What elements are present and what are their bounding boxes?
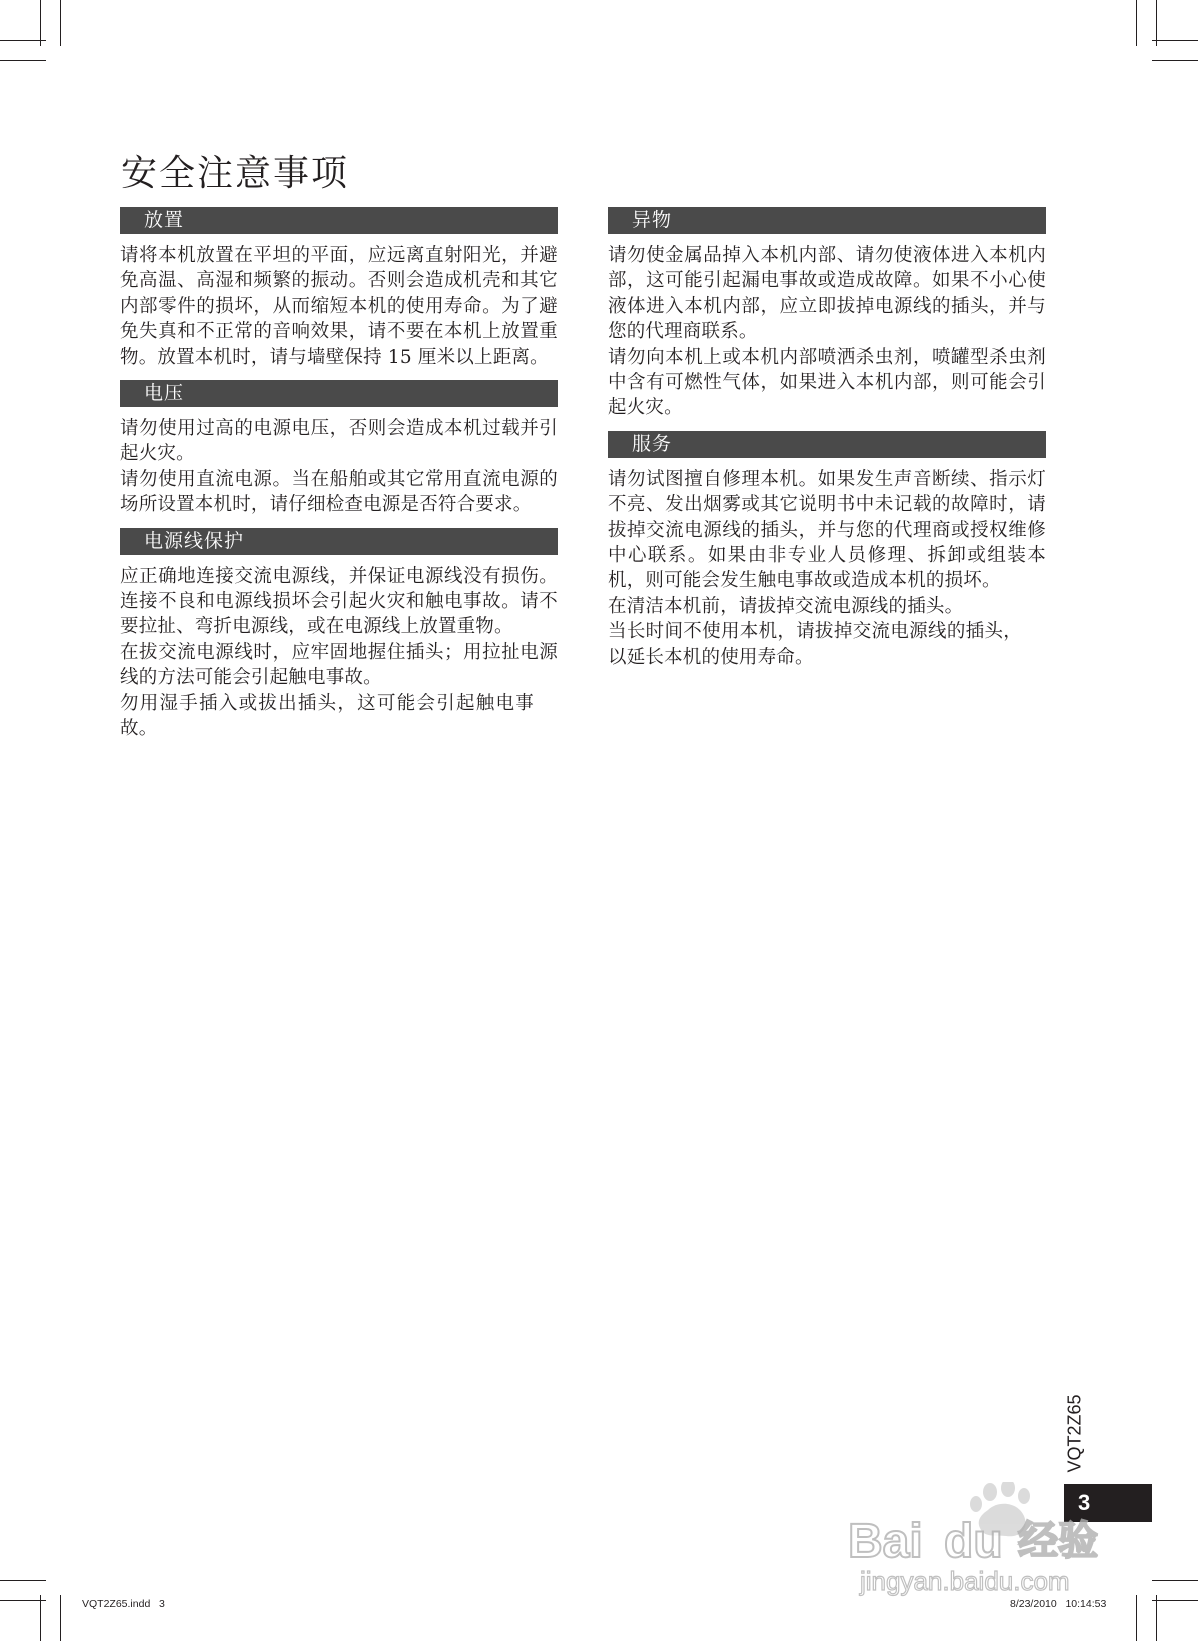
paragraph: 请勿向本机上或本机内部喷洒杀虫剂，喷罐型杀虫剂中含有可燃性气体，如果进入本机内部，则可能会引起火灾。 (608, 346, 1046, 419)
crop-mark (0, 40, 46, 41)
svg-text:jingyan.baidu.com: jingyan.baidu.com (860, 1566, 1070, 1596)
paragraph: 请勿使用过高的电源电压，否则会造成本机过载并引起火灾。 (120, 418, 558, 465)
paragraph: 在拔交流电源线时，应牢固地握住插头；用拉扯电源线的方法可能会引起触电事故。 (120, 641, 558, 689)
crop-mark (1136, 0, 1137, 46)
svg-text:Bai: Bai (848, 1515, 923, 1568)
crop-mark (60, 0, 61, 46)
crop-mark (1136, 1595, 1137, 1641)
paragraph: 请勿使金属品掉入本机内部、请勿使液体进入本机内部，这可能引起漏电事故或造成故障。如果不小心使液体进入本机内部，应立即拔掉电源线的插头，并与您的代理商联系。 (608, 245, 1046, 343)
paragraph: 请勿试图擅自修理本机。如果发生声音断续、指示灯不亮、发出烟雾或其它说明书中未记载的故障时，请拔掉交流电源线的插头，并与您的代理商或授权维修中心联系。如果由非专业人员修理、拆卸或组装本机，则可能会发生触电事故或造成本机的损坏。 (608, 468, 1046, 592)
crop-mark (1156, 1595, 1157, 1641)
svg-text:经验: 经验 (1018, 1518, 1098, 1564)
paragraph: 当长时间不使用本机，请拔掉交流电源线的插头，以延长本机的使用寿命。 (608, 621, 1022, 668)
crop-mark (0, 1600, 46, 1601)
section-heading: 服务 (608, 431, 1046, 458)
section-heading: 异物 (608, 207, 1046, 234)
section-voltage (120, 380, 558, 518)
section-power-cord (120, 528, 558, 742)
baidu-watermark (848, 1482, 1140, 1598)
paragraph: 应正确地连接交流电源线，并保证电源线没有损伤。连接不良和电源线损坏会引起火灾和触电事故。请不要拉扯、弯折电源线，或在电源线上放置重物。 (120, 565, 558, 638)
section-body (120, 416, 558, 518)
section-body (120, 564, 558, 742)
paragraph: 勿用湿手插入或拔出插头，这可能会引起触电事故。 (120, 692, 534, 740)
crop-mark (1152, 40, 1198, 41)
section-foreign-objects (608, 207, 1046, 421)
section-body (608, 243, 1046, 421)
paragraph: 请勿使用直流电源。当在船舶或其它常用直流电源的场所设置本机时，请仔细检查电源是否符合要求。 (120, 468, 558, 516)
section-heading: 电源线保护 (120, 528, 558, 555)
model-code (1061, 1395, 1089, 1477)
page-number: 3 (1078, 1490, 1091, 1515)
crop-mark (1152, 60, 1198, 61)
section-placement (120, 207, 558, 370)
crop-mark (1152, 1580, 1198, 1581)
footer-file-info: VQT2Z65.indd 3 (82, 1598, 165, 1610)
paragraph: 请将本机放置在平坦的平面，应远离直射阳光，并避免高温、高湿和频繁的振动。否则会造成机壳和其它内部零件的损坏，从而缩短本机的使用寿命。为了避免失真和不正常的音响效果，请不要在本机上放置重物。放置本机时，请与墙壁保持 15 厘米以上距离。 (120, 245, 558, 368)
left-column (120, 207, 558, 752)
crop-mark (1152, 1600, 1198, 1601)
section-heading: 电压 (120, 380, 558, 407)
crop-mark (0, 60, 46, 61)
paragraph: 在清洁本机前，请拔掉交流电源线的插头。 (608, 595, 964, 617)
section-body (608, 467, 1046, 670)
footer-timestamp: 8/23/2010 10:14:53 (1010, 1598, 1107, 1610)
right-column (608, 207, 1046, 680)
page-title: 安全注意事项 (121, 153, 350, 194)
svg-text:du: du (944, 1515, 1003, 1568)
crop-mark (60, 1595, 61, 1641)
model-code-text: VQT2Z65 (1064, 1394, 1085, 1473)
section-body (120, 243, 558, 370)
section-heading: 放置 (120, 207, 558, 234)
section-service (608, 431, 1046, 670)
crop-mark (0, 1580, 46, 1581)
crop-mark (40, 1595, 41, 1641)
